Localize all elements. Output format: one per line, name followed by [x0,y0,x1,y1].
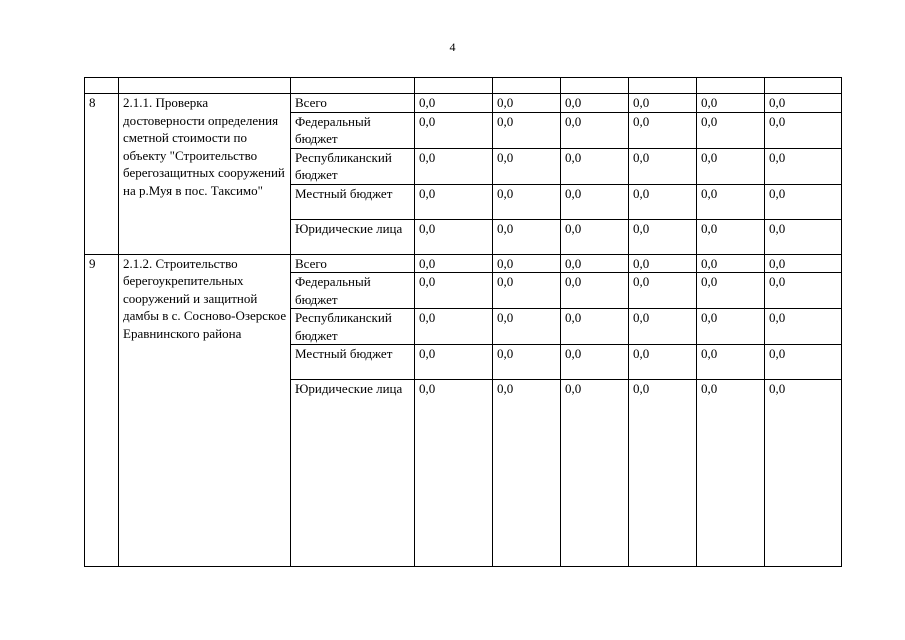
funding-value: 0,0 [697,184,765,219]
funding-value: 0,0 [493,112,561,148]
funding-value: 0,0 [765,148,842,184]
header-cell [697,78,765,94]
funding-value: 0,0 [561,148,629,184]
funding-source: Местный бюджет [291,184,415,219]
funding-value: 0,0 [765,309,842,345]
funding-value: 0,0 [493,380,561,567]
funding-value: 0,0 [697,254,765,273]
funding-value: 0,0 [697,112,765,148]
funding-value: 0,0 [629,184,697,219]
table-row [85,254,842,273]
funding-value: 0,0 [415,309,493,345]
measure-description: 2.1.1. Проверка достоверности определения сметной стоимости по объекту "Строительство берегозащитных сооружений на р.Муя в пос. Таксимо" [119,94,291,255]
funding-value: 0,0 [561,94,629,113]
funding-value: 0,0 [629,309,697,345]
funding-value: 0,0 [493,184,561,219]
funding-value: 0,0 [415,273,493,309]
funding-source: Юридические лица [291,219,415,254]
measure-description: 2.1.2. Строительство берегоукрепительных сооружений и защитной дамбы в с. Сосново-Озерское Еравнинского района [119,254,291,567]
funding-value: 0,0 [493,254,561,273]
header-cell [119,78,291,94]
funding-source: Федеральный бюджет [291,112,415,148]
funding-value: 0,0 [561,254,629,273]
funding-value: 0,0 [697,219,765,254]
funding-value: 0,0 [415,345,493,380]
funding-value: 0,0 [415,219,493,254]
funding-value: 0,0 [415,380,493,567]
funding-value: 0,0 [629,380,697,567]
funding-value: 0,0 [765,380,842,567]
funding-value: 0,0 [561,380,629,567]
funding-value: 0,0 [629,273,697,309]
funding-value: 0,0 [561,309,629,345]
funding-value: 0,0 [629,94,697,113]
funding-value: 0,0 [765,254,842,273]
budget-table [84,77,842,567]
funding-value: 0,0 [415,254,493,273]
funding-value: 0,0 [561,273,629,309]
funding-value: 0,0 [415,112,493,148]
header-cell [85,78,119,94]
funding-source: Федеральный бюджет [291,273,415,309]
table-row [85,94,842,113]
funding-value: 0,0 [697,309,765,345]
header-cell [415,78,493,94]
funding-source: Республиканский бюджет [291,148,415,184]
funding-value: 0,0 [765,184,842,219]
funding-value: 0,0 [493,148,561,184]
funding-value: 0,0 [697,380,765,567]
header-cell [561,78,629,94]
table-header-row [85,78,842,94]
funding-value: 0,0 [415,94,493,113]
header-cell [493,78,561,94]
funding-value: 0,0 [697,273,765,309]
funding-value: 0,0 [697,345,765,380]
funding-value: 0,0 [629,254,697,273]
funding-value: 0,0 [765,345,842,380]
funding-value: 0,0 [765,112,842,148]
funding-value: 0,0 [493,345,561,380]
funding-value: 0,0 [629,148,697,184]
page-number: 4 [449,40,456,54]
row-number: 8 [85,94,119,255]
funding-value: 0,0 [415,184,493,219]
funding-value: 0,0 [561,345,629,380]
funding-value: 0,0 [493,94,561,113]
funding-value: 0,0 [629,219,697,254]
funding-source: Юридические лица [291,380,415,567]
header-cell [629,78,697,94]
funding-value: 0,0 [561,112,629,148]
funding-value: 0,0 [493,309,561,345]
header-cell [765,78,842,94]
funding-value: 0,0 [561,184,629,219]
row-number: 9 [85,254,119,567]
funding-value: 0,0 [493,273,561,309]
funding-value: 0,0 [561,219,629,254]
funding-source: Республиканский бюджет [291,309,415,345]
funding-value: 0,0 [493,219,561,254]
funding-source: Всего [291,94,415,113]
header-cell [291,78,415,94]
funding-source: Всего [291,254,415,273]
funding-value: 0,0 [415,148,493,184]
funding-value: 0,0 [629,112,697,148]
funding-value: 0,0 [765,94,842,113]
funding-source: Местный бюджет [291,345,415,380]
funding-value: 0,0 [697,94,765,113]
funding-value: 0,0 [765,273,842,309]
funding-value: 0,0 [629,345,697,380]
funding-value: 0,0 [765,219,842,254]
funding-value: 0,0 [697,148,765,184]
